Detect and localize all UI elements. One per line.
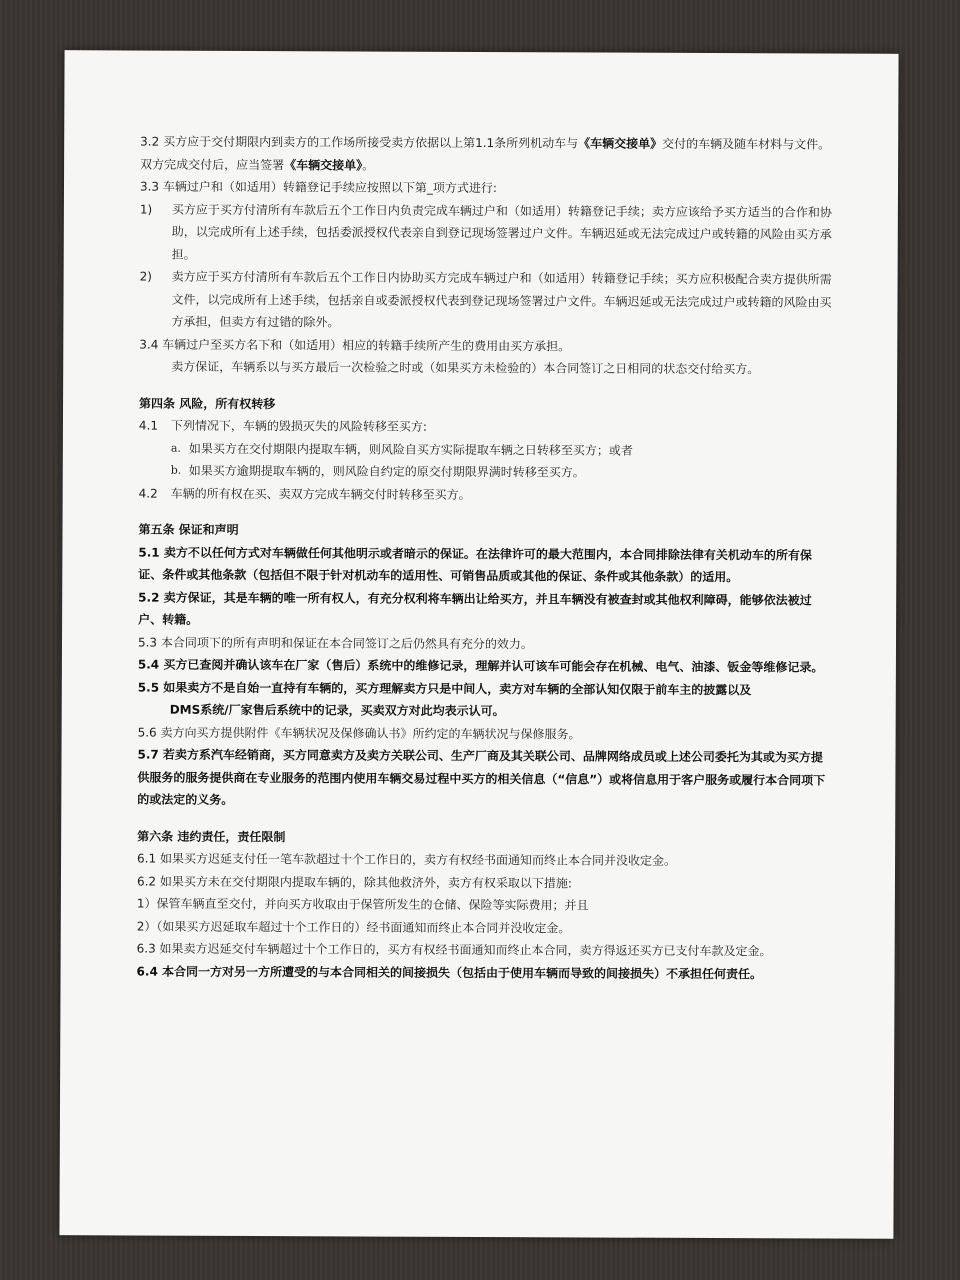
clause-5-2: 5.2 卖方保证，其是车辆的唯一所有权人，有充分权利将车辆出让给买方，并且车辆没有被查封或其他权利障碍，能够依法被过户、转籍。 [138, 590, 812, 627]
clause-5-5: 5.5 如果卖方不是自始一直持有车辆的，买方理解卖方只是中间人，卖方对车辆的全部认知仅限于前车主的披露以及 DMS系统/厂家售后系统中的记录，买卖双方对此均表示认可。 [137, 680, 752, 719]
clause-4-1-b: b. 如果买方逾期提取车辆的，则风险自约定的原交付期限界满时转移至买方。 [170, 463, 585, 480]
section-5-title: 第五条 保证和声明 [138, 522, 239, 537]
clause-3-2: 3.2 买方应于交付期限内到卖方的工作场所接受卖方依据以上第1.1条所列机动车与《车辆交接单》交付的车辆及随车材料与文件。双方完成交付后，应当签署《车辆交接单》。 [140, 134, 831, 173]
clause-5-7: 5.7 若卖方系汽车经销商，买方同意卖方及卖方关联公司、生产厂商及其关联公司、品牌网络成员或上述公司委托为其或为买方提供服务的服务提供商在专业服务的范围内使用车辆交易过程中买方的相关信息（“信息”）或将信息用于客户服务或履行本合同项下的或法定的义务。 [137, 747, 826, 807]
clause-3-4: 3.4 车辆过户至买方名下和（如适用）相应的转籍手续所产生的费用由买方承担。 [139, 337, 571, 353]
clause-3-3-option-2: 2) 卖方应于买方付清所有车款后五个工作日内协助买方完成车辆过户和（如适用）转籍登记手续；买方应积极配合卖方提供所需文件，以完成所有上述手续，包括亲自或委派授权代表到登记现场签署过户文件。车辆迟延或无法完成过户或转籍的风险由买方承担，但卖方有过错的除外。 [139, 269, 832, 330]
clause-3-4-warranty: 卖方保证，车辆系以与买方最后一次检验之时或（如果买方未检验的）本合同签订之日相同的状态交付给买方。 [171, 359, 760, 377]
clause-6-1: 6.1 如果买方迟延支付任一笔车款超过十个工作日的，卖方有权经书面通知而终止本合同并没收定金。 [137, 851, 676, 868]
clause-5-3: 5.3 本合同项下的所有声明和保证在本合同签订之后仍然具有充分的效力。 [137, 635, 533, 651]
clause-5-4: 5.4 买方已查阅并确认该车在厂家（售后）系统中的维修记录，理解并认可该车可能会存在机械、电气、油漆、钣金等维修记录。 [137, 657, 824, 675]
clause-4-2: 4.2 车辆的所有权在买、卖双方完成车辆交付时转移至买方。 [138, 486, 471, 502]
section-6-title: 第六条 违约责任，责任限制 [137, 829, 286, 844]
clause-4-1: 4.1 下列情况下，车辆的毁损灭失的风险转移至买方: [138, 418, 428, 434]
clause-3-3: 3.3 车辆过户和（如适用）转籍登记手续应按照以下第_项方式进行: [139, 179, 497, 196]
clause-6-4: 6.4 本合同一方对另一方所遭受的与本合同相关的间接损失（包括由于使用车辆而导致的间接损失）不承担任何责任。 [136, 964, 763, 981]
document-page [59, 50, 898, 1239]
contract-text [137, 131, 836, 986]
clause-4-1-a: a. 如果买方在交付期限内提取车辆，则风险自买方实际提取车辆之日转移至买方；或者 [170, 441, 633, 458]
clause-6-2-measure-1: 1）保管车辆直至交付，并向买方收取由于保管所发生的仓储、保险等实际费用；并且 [136, 896, 589, 913]
clause-6-2-measure-2: 2）（如果买方迟延取车超过十个工作日的）经书面通知而终止本合同并没收定金。 [136, 919, 571, 935]
section-4-title: 第四条 风险，所有权转移 [139, 396, 276, 411]
clause-6-3: 6.3 如果卖方迟延交付车辆超过十个工作日的，买方有权经书面通知而终止本合同，卖方得返还买方已支付车款及定金。 [136, 941, 772, 959]
clause-6-2: 6.2 如果买方未在交付期限内提取车辆的，除其他救济外，卖方有权采取以下措施: [136, 874, 572, 890]
clause-3-3-option-1: 1) 买方应于买方付清所有车款后五个工作日内负责完成车辆过户和（如适用）转籍登记手续；卖方应该给予买方适当的合作和协助，以完成所有上述手续，包括委派授权代表亲自到登记现场签署过户文件。车辆迟延或无法完成过户或转籍的风险由买方承担。 [139, 202, 832, 262]
clause-5-6: 5.6 卖方向买方提供附件《车辆状况及保修确认书》所约定的车辆状况与保修服务。 [137, 725, 581, 741]
clause-5-1: 5.1 卖方不以任何方式对车辆做任何其他明示或者暗示的保证。在法律许可的最大范围内，本合同排除法律有关机动车的所有保证、条件或其他条款（包括但不限于针对机动车的适用性、可销售品质或其他的保证、条件或其他条款）的适用。 [138, 545, 812, 585]
